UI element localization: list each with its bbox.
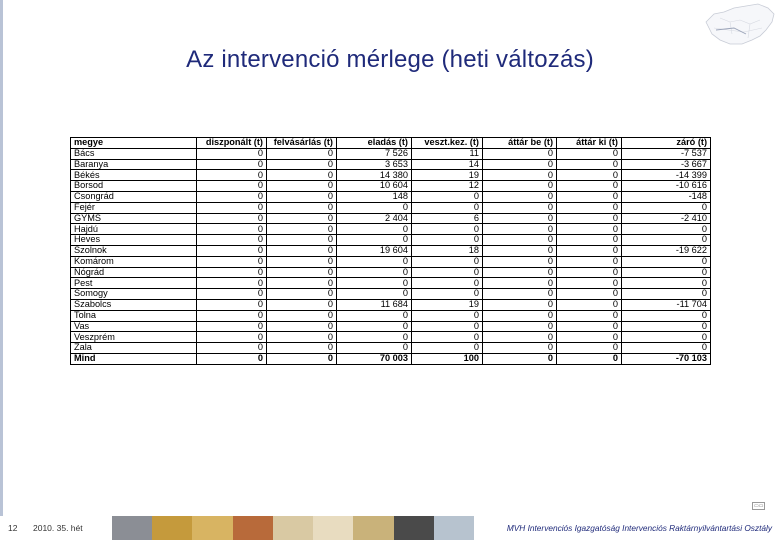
value-cell: 0: [197, 256, 267, 267]
total-label-cell: Mind: [71, 353, 197, 364]
grain-photo-strip: [112, 516, 474, 540]
left-edge-rule: [0, 0, 3, 540]
grain-photo-tile: [112, 516, 152, 540]
value-cell: 0: [337, 343, 412, 354]
county-cell: Borsod: [71, 181, 197, 192]
value-cell: 0: [267, 245, 337, 256]
value-cell: 0: [267, 148, 337, 159]
value-cell: 0: [557, 278, 622, 289]
grain-photo-tile: [394, 516, 434, 540]
value-cell: -11 704: [622, 299, 711, 310]
value-cell: 0: [412, 267, 483, 278]
balance-table-container: [70, 137, 710, 365]
column-header: megye: [71, 138, 197, 149]
value-cell: -10 616: [622, 181, 711, 192]
table-row: [71, 202, 711, 213]
value-cell: 3 653: [337, 159, 412, 170]
value-cell: 0: [267, 159, 337, 170]
table-row: [71, 159, 711, 170]
value-cell: -148: [622, 191, 711, 202]
table-row: [71, 148, 711, 159]
value-cell: 0: [557, 267, 622, 278]
value-cell: 19: [412, 299, 483, 310]
value-cell: 0: [483, 343, 557, 354]
value-cell: 0: [622, 256, 711, 267]
value-cell: 0: [483, 170, 557, 181]
value-cell: 0: [267, 224, 337, 235]
value-cell: 0: [557, 148, 622, 159]
value-cell: 0: [337, 310, 412, 321]
county-cell: Szabolcs: [71, 299, 197, 310]
table-row: [71, 191, 711, 202]
value-cell: 0: [197, 202, 267, 213]
value-cell: 0: [337, 202, 412, 213]
county-cell: Hajdú: [71, 224, 197, 235]
value-cell: 0: [267, 213, 337, 224]
column-header: veszt.kez. (t): [412, 138, 483, 149]
value-cell: 0: [412, 202, 483, 213]
value-cell: 0: [412, 235, 483, 246]
value-cell: 0: [622, 224, 711, 235]
county-cell: Szolnok: [71, 245, 197, 256]
column-header: diszponált (t): [197, 138, 267, 149]
value-cell: 0: [267, 321, 337, 332]
grain-photo-tile: [152, 516, 192, 540]
value-cell: 0: [197, 321, 267, 332]
county-cell: Baranya: [71, 159, 197, 170]
value-cell: 0: [622, 343, 711, 354]
value-cell: 0: [557, 321, 622, 332]
value-cell: 0: [337, 289, 412, 300]
grain-photo-tile: [313, 516, 353, 540]
value-cell: 0: [622, 289, 711, 300]
value-cell: 0: [337, 235, 412, 246]
value-cell: 14: [412, 159, 483, 170]
value-cell: 0: [267, 310, 337, 321]
value-cell: 12: [412, 181, 483, 192]
value-cell: 0: [622, 235, 711, 246]
county-cell: GYMS: [71, 213, 197, 224]
value-cell: 0: [557, 170, 622, 181]
value-cell: -19 622: [622, 245, 711, 256]
value-cell: 0: [197, 278, 267, 289]
total-value-cell: 100: [412, 353, 483, 364]
grain-photo-tile: [192, 516, 232, 540]
value-cell: 0: [267, 235, 337, 246]
value-cell: 0: [412, 321, 483, 332]
county-cell: Fejér: [71, 202, 197, 213]
county-cell: Zala: [71, 343, 197, 354]
value-cell: 0: [197, 213, 267, 224]
value-cell: 0: [622, 332, 711, 343]
column-header: záró (t): [622, 138, 711, 149]
value-cell: 0: [197, 181, 267, 192]
value-cell: 0: [622, 321, 711, 332]
value-cell: 0: [412, 278, 483, 289]
value-cell: 0: [412, 256, 483, 267]
value-cell: 0: [412, 343, 483, 354]
table-row: [71, 224, 711, 235]
value-cell: 0: [412, 224, 483, 235]
column-header: felvásárlás (t): [267, 138, 337, 149]
value-cell: 0: [267, 191, 337, 202]
table-row: [71, 245, 711, 256]
value-cell: 0: [622, 267, 711, 278]
value-cell: 0: [337, 321, 412, 332]
value-cell: 0: [412, 310, 483, 321]
table-row: [71, 213, 711, 224]
table-row: [71, 235, 711, 246]
value-cell: 0: [197, 159, 267, 170]
page-number: 12: [8, 523, 18, 533]
value-cell: 0: [483, 202, 557, 213]
week-label: 2010. 35. hét: [33, 523, 83, 533]
table-row: [71, 181, 711, 192]
table-header-row: [71, 138, 711, 149]
county-cell: Somogy: [71, 289, 197, 300]
county-cell: Csongrád: [71, 191, 197, 202]
table-body: [71, 148, 711, 364]
value-cell: 11: [412, 148, 483, 159]
value-cell: 0: [557, 213, 622, 224]
value-cell: 0: [622, 310, 711, 321]
value-cell: 0: [483, 256, 557, 267]
value-cell: 19: [412, 170, 483, 181]
value-cell: 0: [267, 181, 337, 192]
value-cell: 0: [197, 343, 267, 354]
value-cell: 0: [557, 235, 622, 246]
value-cell: 6: [412, 213, 483, 224]
value-cell: 19 604: [337, 245, 412, 256]
value-cell: 0: [197, 332, 267, 343]
value-cell: 0: [337, 256, 412, 267]
county-cell: Veszprém: [71, 332, 197, 343]
value-cell: 0: [197, 267, 267, 278]
value-cell: 0: [557, 332, 622, 343]
value-cell: 0: [483, 278, 557, 289]
value-cell: 10 604: [337, 181, 412, 192]
value-cell: 0: [557, 224, 622, 235]
value-cell: 11 684: [337, 299, 412, 310]
footer-organization: MVH Intervenciós Igazgatóság Intervenciós Raktárnyilvántartási Osztály: [506, 523, 772, 533]
value-cell: 0: [267, 202, 337, 213]
total-value-cell: 0: [197, 353, 267, 364]
value-cell: 0: [197, 170, 267, 181]
value-cell: 0: [197, 310, 267, 321]
value-cell: 0: [197, 235, 267, 246]
county-cell: Nógrád: [71, 267, 197, 278]
table-row: [71, 310, 711, 321]
value-cell: 0: [197, 245, 267, 256]
grain-photo-tile: [273, 516, 313, 540]
value-cell: 2 404: [337, 213, 412, 224]
value-cell: 0: [557, 289, 622, 300]
value-cell: 0: [412, 289, 483, 300]
value-cell: 0: [483, 159, 557, 170]
grain-photo-tile: [233, 516, 273, 540]
table-row: [71, 332, 711, 343]
table-row: [71, 170, 711, 181]
value-cell: 0: [197, 148, 267, 159]
value-cell: 0: [483, 321, 557, 332]
intervention-balance-table: [70, 137, 711, 365]
total-value-cell: 0: [483, 353, 557, 364]
county-cell: Bács: [71, 148, 197, 159]
value-cell: 0: [337, 267, 412, 278]
slide-marker-icon: ▭▭: [754, 503, 764, 509]
column-header: áttár be (t): [483, 138, 557, 149]
value-cell: 0: [483, 332, 557, 343]
value-cell: 0: [267, 299, 337, 310]
county-cell: Tolna: [71, 310, 197, 321]
county-cell: Heves: [71, 235, 197, 246]
slide-title: Az intervenció mérlege (heti változás): [186, 46, 594, 73]
value-cell: 0: [197, 299, 267, 310]
value-cell: 148: [337, 191, 412, 202]
value-cell: 0: [337, 224, 412, 235]
value-cell: -14 399: [622, 170, 711, 181]
value-cell: -2 410: [622, 213, 711, 224]
value-cell: 0: [197, 191, 267, 202]
value-cell: 0: [412, 332, 483, 343]
value-cell: 0: [483, 289, 557, 300]
value-cell: -7 537: [622, 148, 711, 159]
value-cell: 0: [483, 310, 557, 321]
grain-photo-tile: [353, 516, 393, 540]
total-row: [71, 353, 711, 364]
value-cell: 0: [267, 343, 337, 354]
value-cell: 0: [267, 256, 337, 267]
value-cell: 0: [197, 224, 267, 235]
value-cell: 0: [337, 278, 412, 289]
value-cell: 0: [483, 235, 557, 246]
value-cell: 0: [267, 267, 337, 278]
total-value-cell: -70 103: [622, 353, 711, 364]
table-row: [71, 267, 711, 278]
value-cell: 0: [483, 245, 557, 256]
value-cell: 0: [557, 310, 622, 321]
value-cell: 0: [557, 256, 622, 267]
table-row: [71, 343, 711, 354]
value-cell: 14 380: [337, 170, 412, 181]
column-header: áttár ki (t): [557, 138, 622, 149]
value-cell: 0: [483, 191, 557, 202]
total-value-cell: 0: [557, 353, 622, 364]
table-row: [71, 299, 711, 310]
county-cell: Komárom: [71, 256, 197, 267]
total-value-cell: 70 003: [337, 353, 412, 364]
value-cell: 0: [483, 267, 557, 278]
value-cell: 7 526: [337, 148, 412, 159]
value-cell: 0: [267, 332, 337, 343]
value-cell: 0: [483, 148, 557, 159]
value-cell: 0: [267, 289, 337, 300]
value-cell: 0: [557, 245, 622, 256]
value-cell: 0: [557, 181, 622, 192]
value-cell: 0: [483, 181, 557, 192]
table-row: [71, 289, 711, 300]
county-cell: Békés: [71, 170, 197, 181]
value-cell: 0: [622, 202, 711, 213]
value-cell: 0: [337, 332, 412, 343]
value-cell: 0: [267, 278, 337, 289]
value-cell: -3 667: [622, 159, 711, 170]
value-cell: 0: [412, 191, 483, 202]
value-cell: 0: [557, 159, 622, 170]
value-cell: 18: [412, 245, 483, 256]
total-value-cell: 0: [267, 353, 337, 364]
value-cell: 0: [483, 299, 557, 310]
table-row: [71, 278, 711, 289]
value-cell: 0: [557, 191, 622, 202]
value-cell: 0: [197, 289, 267, 300]
value-cell: 0: [483, 213, 557, 224]
table-row: [71, 321, 711, 332]
value-cell: 0: [483, 224, 557, 235]
value-cell: 0: [622, 278, 711, 289]
value-cell: 0: [557, 202, 622, 213]
column-header: eladás (t): [337, 138, 412, 149]
value-cell: 0: [557, 299, 622, 310]
county-cell: Pest: [71, 278, 197, 289]
value-cell: 0: [267, 170, 337, 181]
grain-photo-tile: [434, 516, 474, 540]
table-row: [71, 256, 711, 267]
value-cell: 0: [557, 343, 622, 354]
county-cell: Vas: [71, 321, 197, 332]
